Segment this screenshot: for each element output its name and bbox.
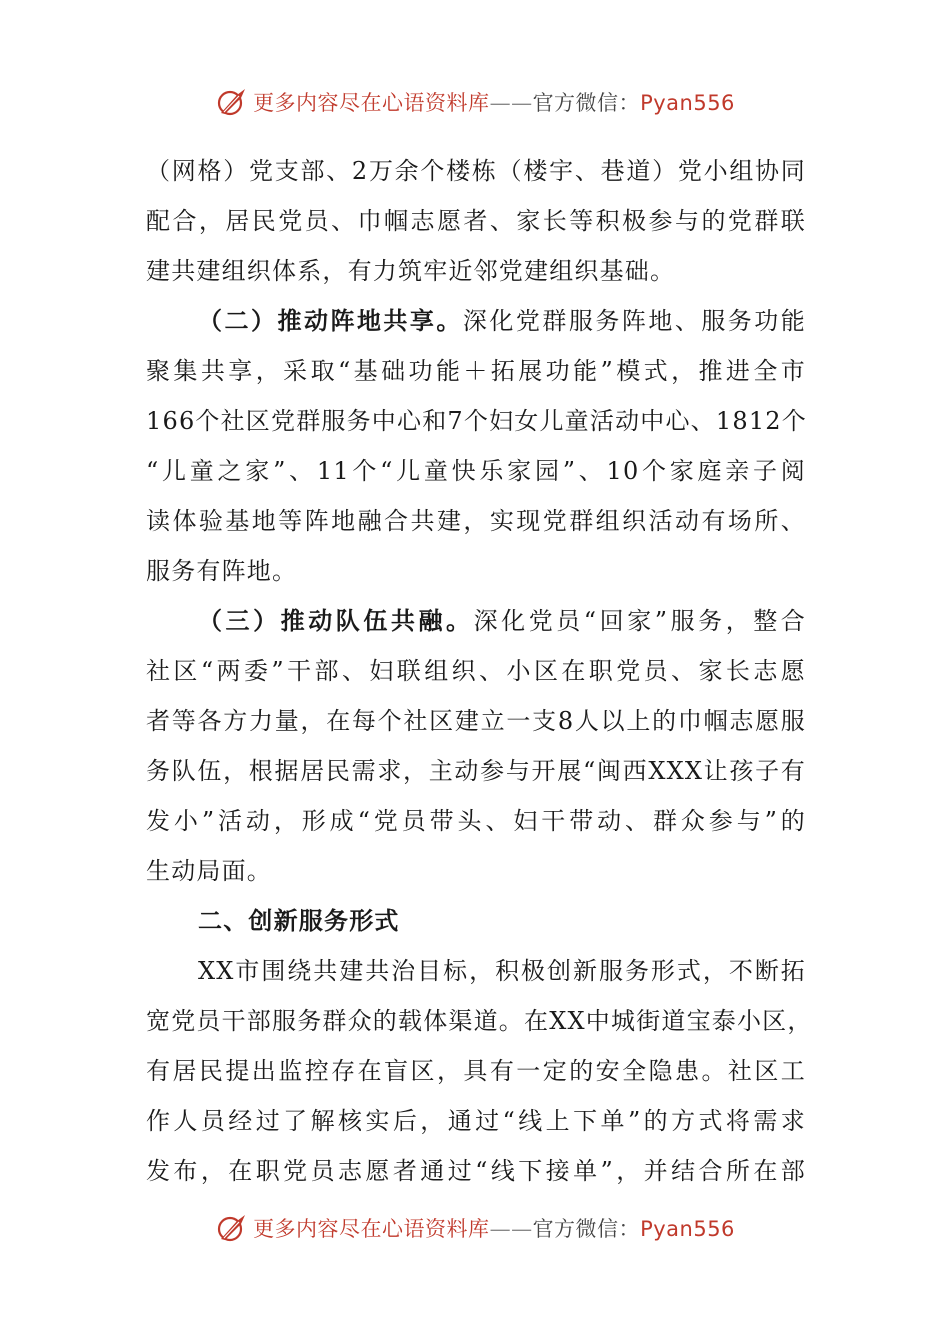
section-heading-two: （二）推动阵地共享。 xyxy=(198,307,463,335)
section-heading-three: （三）推动队伍共融。 xyxy=(198,607,474,635)
text-line: XX市围绕共建共治目标，积极创新服务形式，不断拓 xyxy=(198,957,806,985)
document-body xyxy=(146,146,813,1196)
text-line: （网格）党支部、2万余个楼栋（楼宇、巷道）党小组协同 xyxy=(146,157,806,185)
text-line: 聚集共享，采取“基础功能＋拓展功能”模式，推进全市 xyxy=(146,357,806,385)
quill-pen-logo-icon xyxy=(215,85,249,119)
text-line: 发小”活动，形成“党员带头、妇干带动、群众参与”的 xyxy=(146,807,806,835)
section-heading-create-service: 二、创新服务形式 xyxy=(198,907,400,935)
banner-text xyxy=(253,87,735,117)
text-line: 者等各方力量，在每个社区建立一支8人以上的巾帼志愿服 xyxy=(146,707,806,735)
banner-text xyxy=(253,1213,735,1243)
banner-dash: —— xyxy=(489,91,533,115)
text-line: 有居民提出监控存在盲区，具有一定的安全隐患。社区工 xyxy=(146,1057,806,1085)
header-watermark-banner xyxy=(0,80,950,124)
paragraph-three-first-line xyxy=(146,596,806,646)
text-line: 服务有阵地。 xyxy=(146,557,298,585)
banner-dash: —— xyxy=(489,1217,533,1241)
paragraph-two-first-line xyxy=(146,296,806,346)
text-line: 配合，居民党员、巾帼志愿者、家长等积极参与的党群联 xyxy=(146,207,806,235)
banner-wechat-id: Pyan556 xyxy=(640,1217,735,1241)
text-line: 务队伍，根据居民需求，主动参与开展“闽西XXX让孩子有 xyxy=(146,757,806,785)
text-span: 深化党群服务阵地、服务功能 xyxy=(462,307,806,335)
text-span: 深化党员“回家”服务，整合 xyxy=(473,607,807,635)
text-line: 生动局面。 xyxy=(146,857,272,885)
banner-wechat-label: 官方微信： xyxy=(532,91,641,115)
text-line: 发布，在职党员志愿者通过“线下接单”，并结合所在部 xyxy=(146,1157,806,1185)
footer-watermark-banner xyxy=(0,1206,950,1250)
text-line: 作人员经过了解核实后，通过“线上下单”的方式将需求 xyxy=(146,1107,806,1135)
quill-pen-logo-icon xyxy=(215,1211,249,1245)
banner-title: 更多内容尽在心语资料库 xyxy=(253,91,490,115)
banner-wechat-label: 官方微信： xyxy=(532,1217,641,1241)
text-line: 社区“两委”干部、妇联组织、小区在职党员、家长志愿 xyxy=(146,657,806,685)
text-line: 166个社区党群服务中心和7个妇女儿童活动中心、1812个 xyxy=(146,407,807,435)
banner-wechat-id: Pyan556 xyxy=(640,91,735,115)
banner-title: 更多内容尽在心语资料库 xyxy=(253,1217,490,1241)
text-line: 读体验基地等阵地融合共建，实现党群组织活动有场所、 xyxy=(146,507,806,535)
text-line: “儿童之家”、11个“儿童快乐家园”、10个家庭亲子阅 xyxy=(146,457,806,485)
text-line: 建共建组织体系，有力筑牢近邻党建组织基础。 xyxy=(146,257,676,285)
text-line: 宽党员干部服务群众的载体渠道。在XX中城街道宝泰小区， xyxy=(146,1007,813,1035)
